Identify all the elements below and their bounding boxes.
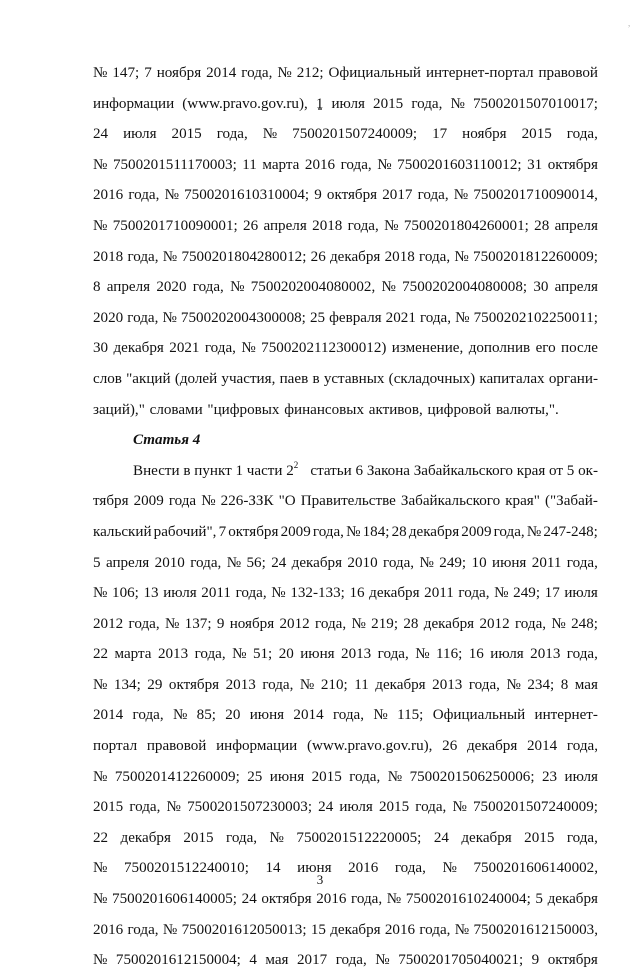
superscript: 2 bbox=[293, 459, 299, 470]
text-line: № 147; 7 ноября 2014 года, № 212; Официальный интернет-портал правовой bbox=[93, 65, 598, 81]
text-line: тября 2009 года № 226-ЗЗК "О Правительстве Забайкальского края" ("Забай- bbox=[93, 493, 598, 510]
document-body bbox=[93, 58, 598, 976]
text-line: 2020 года, № 7500202004300008; 25 февраля 2021 года, № 7500202102250011; bbox=[93, 309, 598, 326]
text-line: 2015 года, № 7500201507230003; 24 июля 2015 года, № 7500201507240009; bbox=[93, 799, 598, 816]
text-line: № 7500201511170003; 11 марта 2016 года, № 7500201603110012; 31 октября bbox=[93, 156, 598, 173]
text-line: 2018 года, № 7500201804280012; 26 декабря 2018 года, № 7500201812260009; bbox=[93, 248, 598, 265]
text-line: 2016 года, № 7500201610310004; 9 октября 2017 года, № 7500201710090014, bbox=[93, 187, 598, 204]
page-number: 3 bbox=[316, 872, 324, 887]
text-line: портал правовой информации (www.pravo.gov.ru), 26 декабря 2014 года, bbox=[93, 738, 598, 755]
first-line-start: Внести в пункт 1 части $2^2$ bbox=[133, 459, 299, 479]
text-line: № 7500201412260009; 25 июня 2015 года, № 7500201506250006; 23 июля bbox=[93, 768, 598, 785]
text-line: № 7500201606140005; 24 октября 2016 года, № 7500201610240004; 5 декабря bbox=[93, 891, 598, 908]
text-line: № 7500201710090001; 26 апреля 2018 года, № 7500201804260001; 28 апреля bbox=[93, 217, 598, 234]
text-line: 2012 года, № 137; 9 ноября 2012 года, № 219; 28 декабря 2012 года, № 248; bbox=[93, 615, 598, 632]
text-line: 2014 года, № 85; 20 июня 2014 года, № 115; Официальный интернет- bbox=[93, 707, 598, 724]
text-line: 5 апреля 2010 года, № 56; 24 декабря 2010 года, № 249; 10 июня 2011 года, bbox=[93, 554, 598, 571]
text-line: 22 декабря 2015 года, № 7500201512220005; 24 декабря 2015 года, bbox=[93, 829, 598, 846]
text-line: № 7500201512240010; 14 июня 2016 года, № 7500201606140002, bbox=[93, 860, 598, 877]
paragraph-article-4-first-line bbox=[93, 456, 598, 487]
text-line: 30 декабря 2021 года, № 7500202112300012) изменение, дополнив его после bbox=[93, 340, 598, 357]
text-line: 8 апреля 2020 года, № 7500202004080002, № 7500202004080008; 30 апреля bbox=[93, 279, 598, 296]
text-line: № 106; 13 июля 2011 года, № 132-133; 16 декабря 2011 года, № 249; 17 июля bbox=[93, 585, 598, 602]
text-line: 22 марта 2013 года, № 51; 20 июня 2013 года, № 116; 16 июля 2013 года, bbox=[93, 646, 598, 663]
margin-mark: , bbox=[628, 18, 631, 28]
text-line: кальский рабочий", 7 октября 2009 года, № 184; 28 декабря 2009 года, № 247-248; bbox=[93, 523, 598, 540]
first-line-end: статьи 6 Закона Забайкальского края от 5 ок- bbox=[310, 462, 598, 479]
paragraph-article-4 bbox=[93, 486, 598, 976]
text-line: слов "акций (долей участия, паев в уставных (складочных) капиталах органи- bbox=[93, 370, 598, 387]
text-line: № 7500201612150004; 4 мая 2017 года, № 7500201705040021; 9 октября bbox=[93, 952, 598, 969]
text-line: № 134; 29 октября 2013 года, № 210; 11 декабря 2013 года, № 234; 8 мая bbox=[93, 676, 598, 693]
text-line: 2016 года, № 7500201612050013; 15 декабря 2016 года, № 7500201612150003, bbox=[93, 921, 598, 938]
text-line: 24 июля 2015 года, № 7500201507240009; 17 ноября 2015 года, bbox=[93, 126, 598, 143]
paragraph-article-3-continuation bbox=[93, 58, 598, 425]
article-heading: Статья 4 bbox=[133, 432, 201, 449]
text-line: информации (www.pravo.gov.ru), 1 июля 2015 года, № 7500201507010017; bbox=[93, 95, 598, 112]
text-line: заций)," словами "цифровых финансовых активов, цифровой валюты,". bbox=[93, 401, 559, 418]
